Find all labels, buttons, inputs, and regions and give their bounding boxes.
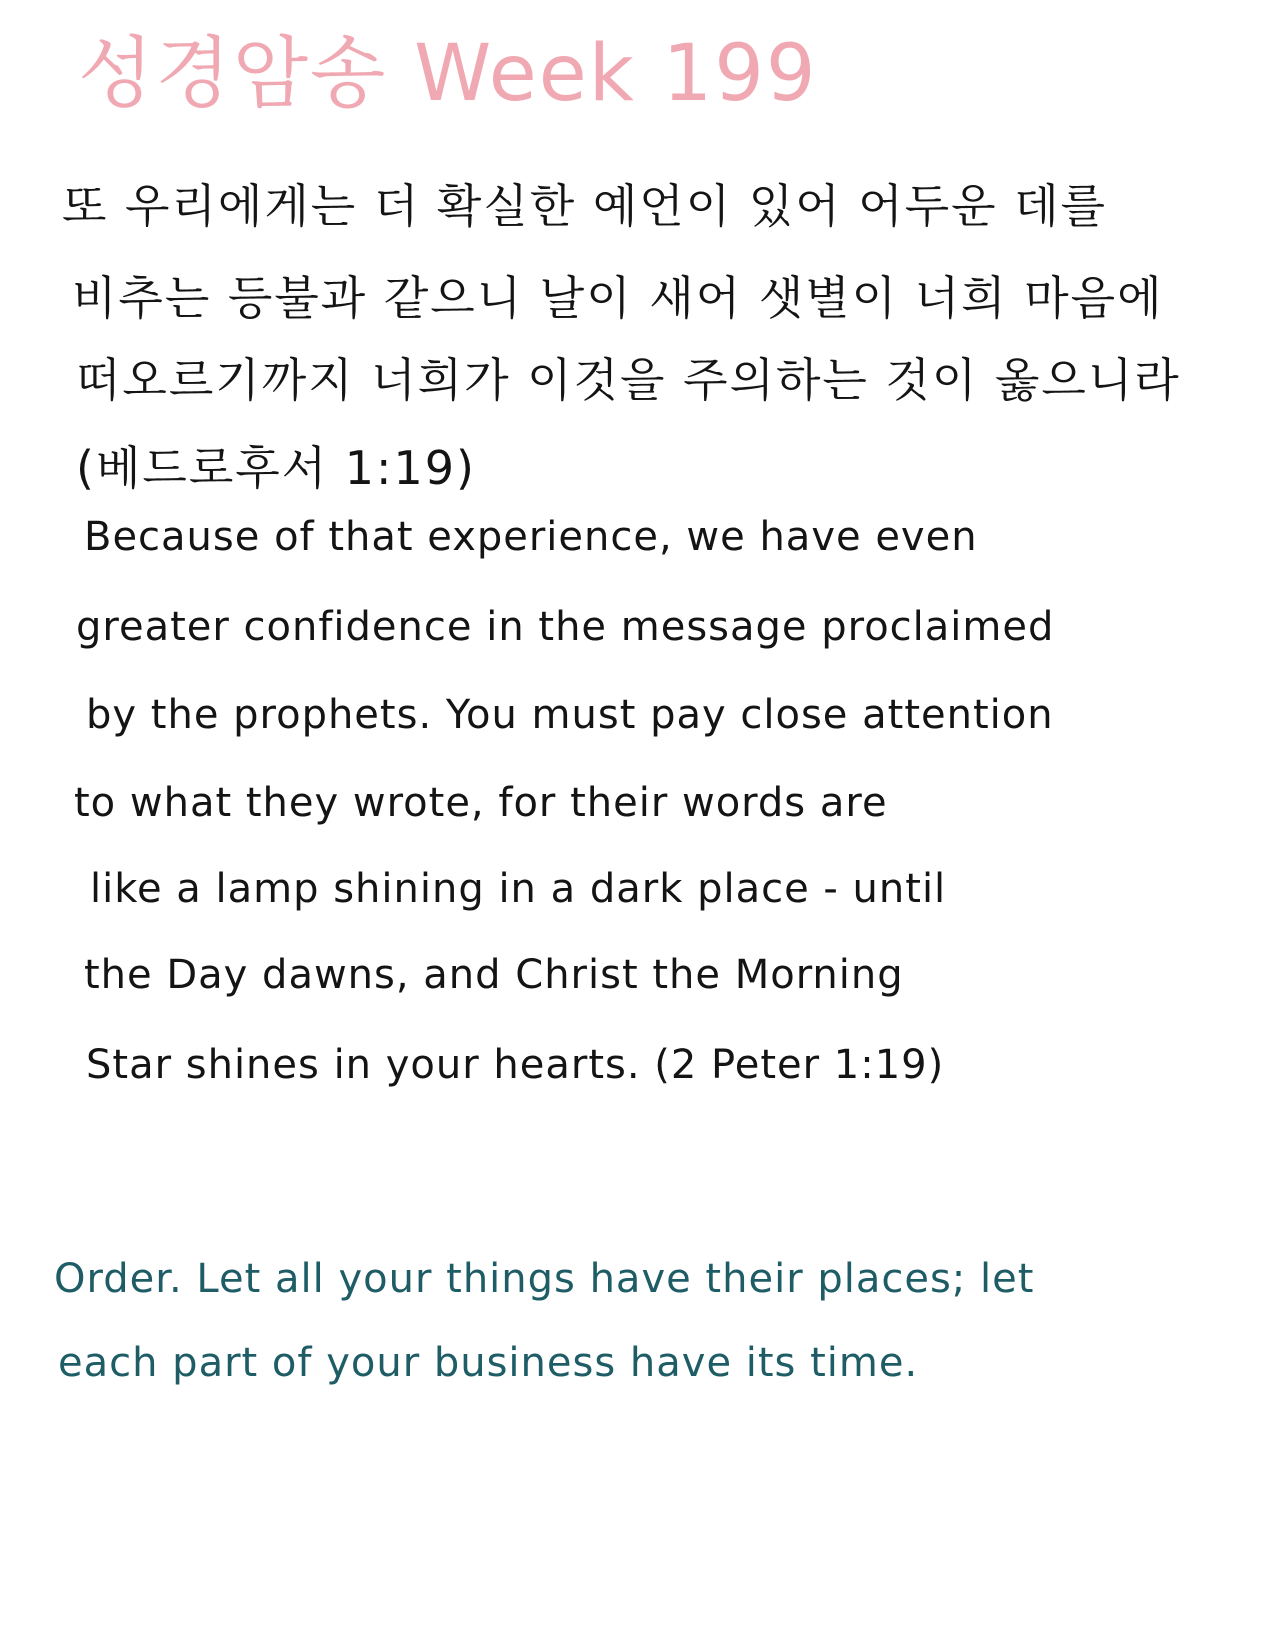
- quote-line: Order. Let all your things have their places; let: [54, 1256, 1035, 1302]
- english-verse-line: Because of that experience, we have even: [84, 514, 978, 560]
- korean-verse-line: 떠오르기까지 너희가 이것을 주의하는 것이 옳으니라: [76, 353, 1181, 407]
- page-title: 성경암송 Week 199: [78, 29, 818, 119]
- quote-line: each part of your business have its time.: [58, 1340, 919, 1386]
- english-verse-line: Star shines in your hearts. (2 Peter 1:19): [86, 1042, 945, 1088]
- english-verse-line: like a lamp shining in a dark place - until: [90, 866, 947, 912]
- english-verse-line: by the prophets. You must pay close attention: [86, 692, 1054, 738]
- korean-verse-reference: (베드로후서 1:19): [76, 441, 476, 495]
- english-verse-line: the Day dawns, and Christ the Morning: [84, 952, 904, 998]
- english-verse-line: greater confidence in the message proclaimed: [76, 604, 1055, 650]
- korean-verse-line: 또 우리에게는 더 확실한 예언이 있어 어두운 데를: [62, 179, 1108, 233]
- korean-verse-line: 비추는 등불과 같으니 날이 새어 샛별이 너희 마음에: [72, 271, 1164, 325]
- english-verse-line: to what they wrote, for their words are: [74, 780, 888, 826]
